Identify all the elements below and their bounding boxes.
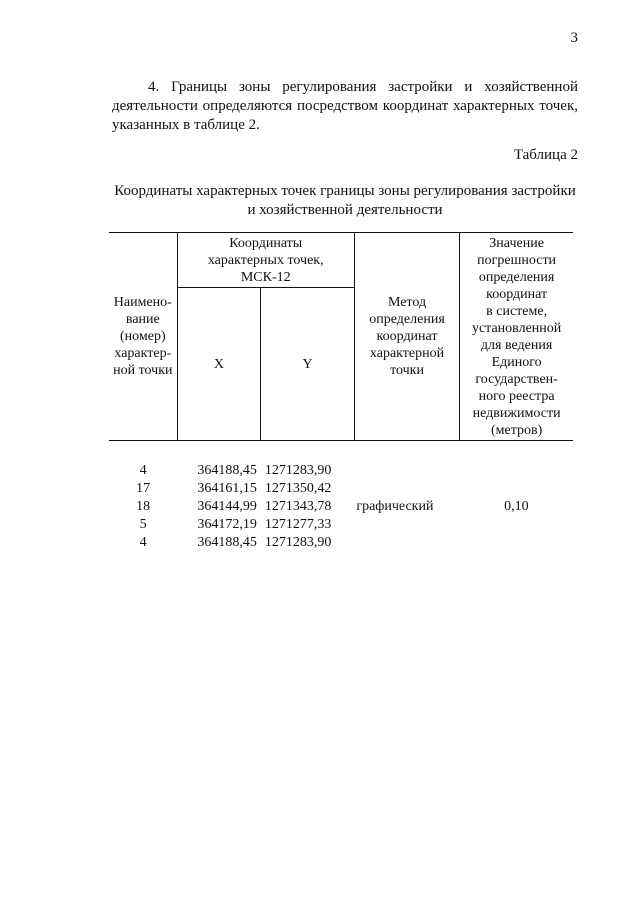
table-body [109, 441, 573, 552]
cell-point: 4 [139, 462, 147, 478]
table-caption [100, 182, 590, 220]
cell-point: 18 [136, 498, 151, 514]
page-number: 3 [570, 30, 578, 46]
header-x: X [177, 288, 261, 441]
cell-y: 1271350,42 [264, 480, 332, 496]
header-point-name: Наимено- вание (номер) характер- ной точки [109, 233, 177, 441]
cell-y: 1271343,78 [264, 498, 332, 514]
table-row [109, 479, 573, 497]
cell-method [354, 515, 459, 533]
cell-method [354, 441, 459, 480]
cell-x: 364144,99 [197, 498, 257, 514]
cell-point: 4 [139, 534, 147, 550]
table-caption-line-1: Координаты характерных точек границы зоны регулирования застройки [114, 183, 576, 199]
cell-error: 0,10 [504, 498, 529, 514]
paragraph-first-line: 4. Границы зоны регулирования застройки и хозяйственной [148, 79, 578, 95]
cell-method [354, 479, 459, 497]
cell-error [460, 533, 573, 551]
header-method: Метод определения координат характерной точки [354, 233, 459, 441]
cell-error [460, 479, 573, 497]
cell-y: 1271283,90 [264, 462, 332, 478]
coordinates-table [109, 232, 573, 551]
cell-method: графический [356, 498, 434, 514]
table-row [109, 515, 573, 533]
table-caption-line-2: и хозяйственной деятельности [247, 202, 443, 218]
paragraph-rest: деятельности определяются посредством координат характерных точек, указанных в таблице 2. [112, 98, 578, 133]
cell-x: 364161,15 [197, 480, 257, 496]
header-y: Y [261, 288, 355, 441]
cell-x: 364188,45 [197, 462, 257, 478]
header-coordinates: Координаты характерных точек, МСК-12 [177, 233, 354, 288]
cell-point: 17 [136, 480, 151, 496]
cell-x: 364188,45 [197, 534, 257, 550]
table-row [109, 497, 573, 515]
cell-y: 1271283,90 [264, 534, 332, 550]
header-error: Значение погрешности определения координат в системе, установленной для ведения Единого государствен- ного реестра недвижимости (метров) [460, 233, 573, 441]
table-label: Таблица 2 [513, 147, 578, 163]
table-row [109, 441, 573, 480]
cell-y: 1271277,33 [264, 516, 332, 532]
cell-x: 364172,19 [197, 516, 257, 532]
table-row [109, 533, 573, 551]
cell-point: 5 [139, 516, 147, 532]
body-paragraph [112, 78, 578, 135]
cell-error [460, 441, 573, 480]
cell-method [354, 533, 459, 551]
cell-error [460, 515, 573, 533]
